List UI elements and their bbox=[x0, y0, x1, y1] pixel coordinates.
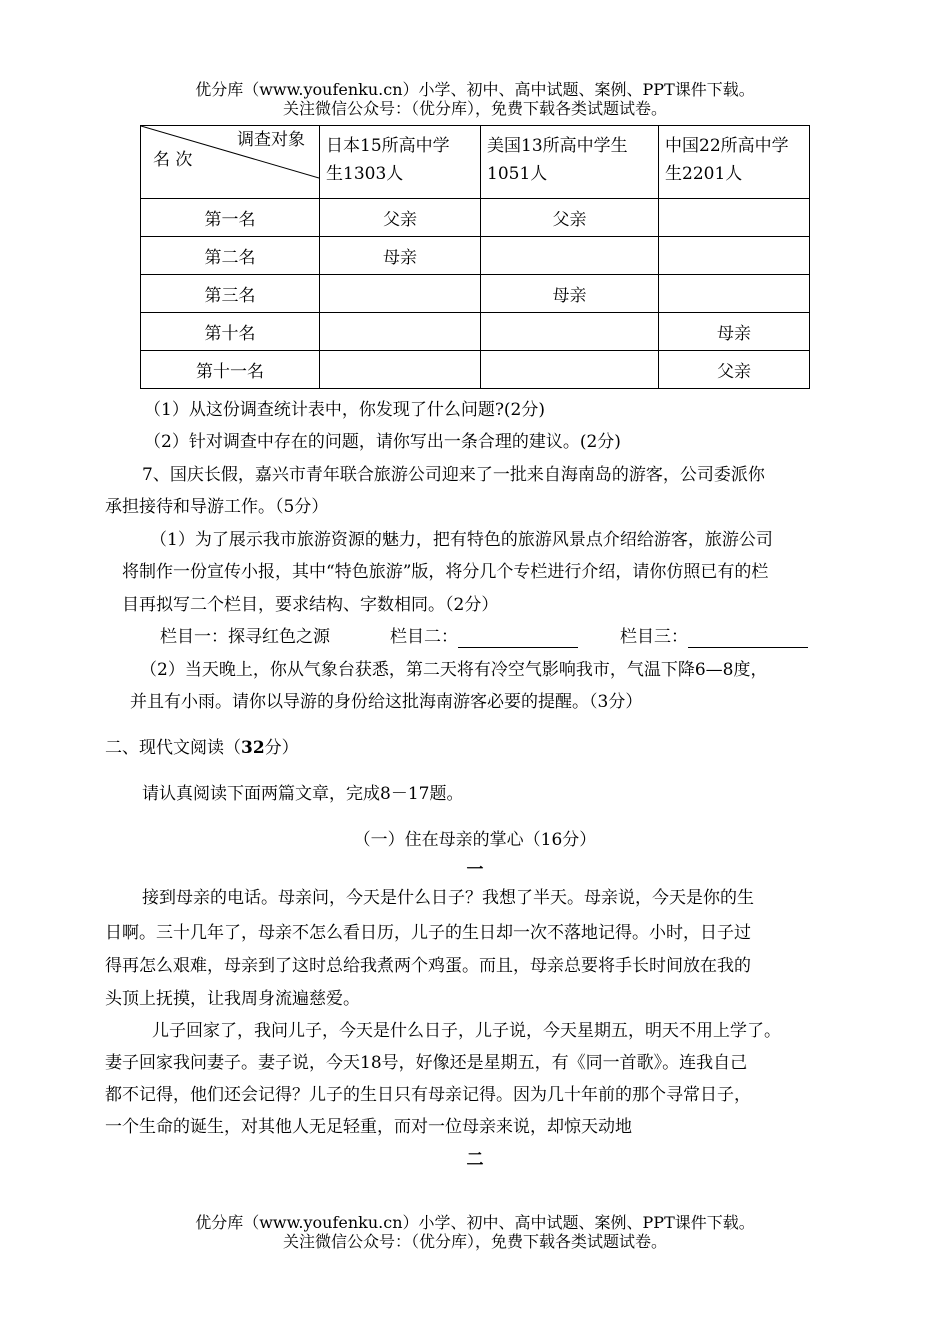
table-row bbox=[141, 313, 810, 351]
page-footer bbox=[0, 1213, 950, 1251]
q7-line-1: 7、国庆长假，嘉兴市青年联合旅游公司迎来了一批来自海南岛的游客，公司委派你 bbox=[142, 465, 765, 485]
q7-line-2: 承担接待和导游工作。（5分） bbox=[105, 497, 329, 517]
page-header bbox=[0, 80, 950, 118]
paragraph-1-line-4: 头顶上抚摸，让我周身流遍慈爱。 bbox=[105, 989, 360, 1009]
column-three-label: 栏目三： bbox=[620, 626, 808, 648]
table-cell: 母亲 bbox=[320, 237, 481, 275]
table-row bbox=[141, 275, 810, 313]
table-cell: 父亲 bbox=[659, 351, 810, 389]
rank-cell: 第三名 bbox=[141, 275, 320, 313]
corner-label-rank: 名 次 bbox=[153, 150, 193, 170]
reading-instruction: 请认真阅读下面两篇文章，完成8－17题。 bbox=[142, 784, 464, 804]
paragraph-1-line-3: 得再怎么艰难，母亲到了这时总给我煮两个鸡蛋。而且，母亲总要将手长时间放在我的 bbox=[105, 956, 751, 976]
column-example: 栏目一：探寻红色之源 bbox=[160, 627, 330, 647]
column-header-japan: 日本15所高中学 生1303人 bbox=[320, 126, 481, 199]
rank-cell: 第二名 bbox=[141, 237, 320, 275]
q7-sub1-line-1: （1）为了展示我市旅游资源的魅力，把有特色的旅游风景点介绍给游客，旅游公司 bbox=[150, 530, 773, 550]
column-two-blank[interactable] bbox=[458, 631, 578, 648]
corner-label-object: 调查对象 bbox=[237, 130, 305, 150]
header-line-2: 关注微信公众号：（优分库），免费下载各类试题试卷。 bbox=[282, 99, 667, 118]
column-two-label: 栏目二： bbox=[390, 626, 578, 648]
paragraph-2-line-3: 都不记得，他们还会记得？儿子的生日只有母亲记得。因为几十年前的那个寻常日子， bbox=[105, 1085, 751, 1105]
paragraph-1-line-1: 接到母亲的电话。母亲问，今天是什么日子？我想了半天。母亲说，今天是你的生 bbox=[142, 888, 754, 908]
table-corner-cell bbox=[141, 126, 320, 199]
table-cell: 父亲 bbox=[320, 199, 481, 237]
q6-subquestion-2: （2）针对调查中存在的问题，请你写出一条合理的建议。(2分) bbox=[144, 432, 621, 452]
table-cell: 母亲 bbox=[659, 313, 810, 351]
table-cell bbox=[481, 237, 659, 275]
rank-cell: 第十一名 bbox=[141, 351, 320, 389]
q7-sub2-line-1: （2）当天晚上，你从气象台获悉，第二天将有冷空气影响我市，气温下降6—8度， bbox=[140, 660, 768, 680]
section-2-title: 二、现代文阅读（32分） bbox=[105, 738, 299, 758]
q7-sub1-line-2: 将制作一份宣传小报，其中“特色旅游”版，将分几个专栏进行介绍，请你仿照已有的栏 bbox=[122, 562, 769, 582]
table-cell bbox=[320, 351, 481, 389]
column-header-china: 中国22所高中学 生2201人 bbox=[659, 126, 810, 199]
rank-cell: 第十名 bbox=[141, 313, 320, 351]
paragraph-2-line-4: 一个生命的诞生，对其他人无足轻重，而对一位母亲来说，却惊天动地 bbox=[105, 1117, 632, 1137]
table-cell bbox=[659, 199, 810, 237]
rank-cell: 第一名 bbox=[141, 199, 320, 237]
q6-subquestion-1: （1）从这份调查统计表中，你发现了什么问题?(2分) bbox=[144, 400, 546, 420]
part-two-marker: 二 bbox=[466, 1150, 484, 1170]
column-header-usa: 美国13所高中学生 1051人 bbox=[481, 126, 659, 199]
header-line-1: 优分库（www.youfenku.cn）小学、初中、高中试题、案例、PPT课件下载。 bbox=[195, 80, 755, 99]
table-header-row bbox=[141, 126, 810, 199]
survey-table bbox=[140, 125, 810, 389]
paragraph-1-line-2: 日啊。三十几年了，母亲不怎么看日历，儿子的生日却一次不落地记得。小时，日子过 bbox=[105, 923, 751, 943]
table-cell bbox=[481, 313, 659, 351]
column-three-blank[interactable] bbox=[688, 631, 808, 648]
table-row bbox=[141, 199, 810, 237]
table-cell bbox=[659, 275, 810, 313]
table-row bbox=[141, 351, 810, 389]
part-one-marker: 一 bbox=[466, 860, 484, 880]
table-cell bbox=[481, 351, 659, 389]
table-cell bbox=[659, 237, 810, 275]
table-cell: 母亲 bbox=[481, 275, 659, 313]
footer-line-2: 关注微信公众号：（优分库），免费下载各类试题试卷。 bbox=[282, 1232, 667, 1251]
table-cell bbox=[320, 313, 481, 351]
table-cell: 父亲 bbox=[481, 199, 659, 237]
footer-line-1: 优分库（www.youfenku.cn）小学、初中、高中试题、案例、PPT课件下载。 bbox=[195, 1213, 755, 1232]
table-row bbox=[141, 237, 810, 275]
q7-sub1-line-3: 目再拟写二个栏目，要求结构、字数相同。（2分） bbox=[122, 595, 499, 615]
paragraph-2-line-2: 妻子回家我问妻子。妻子说，今天18号，好像还是星期五，有《同一首歌》。连我自己 bbox=[105, 1053, 748, 1073]
paragraph-2-line-1: 儿子回家了，我问儿子，今天是什么日子，儿子说，今天星期五，明天不用上学了。 bbox=[152, 1021, 781, 1041]
table-cell bbox=[320, 275, 481, 313]
article-title: （一）住在母亲的掌心（16分） bbox=[353, 830, 597, 850]
q7-sub2-line-2: 并且有小雨。请你以导游的身份给这批海南游客必要的提醒。（3分） bbox=[130, 692, 643, 712]
